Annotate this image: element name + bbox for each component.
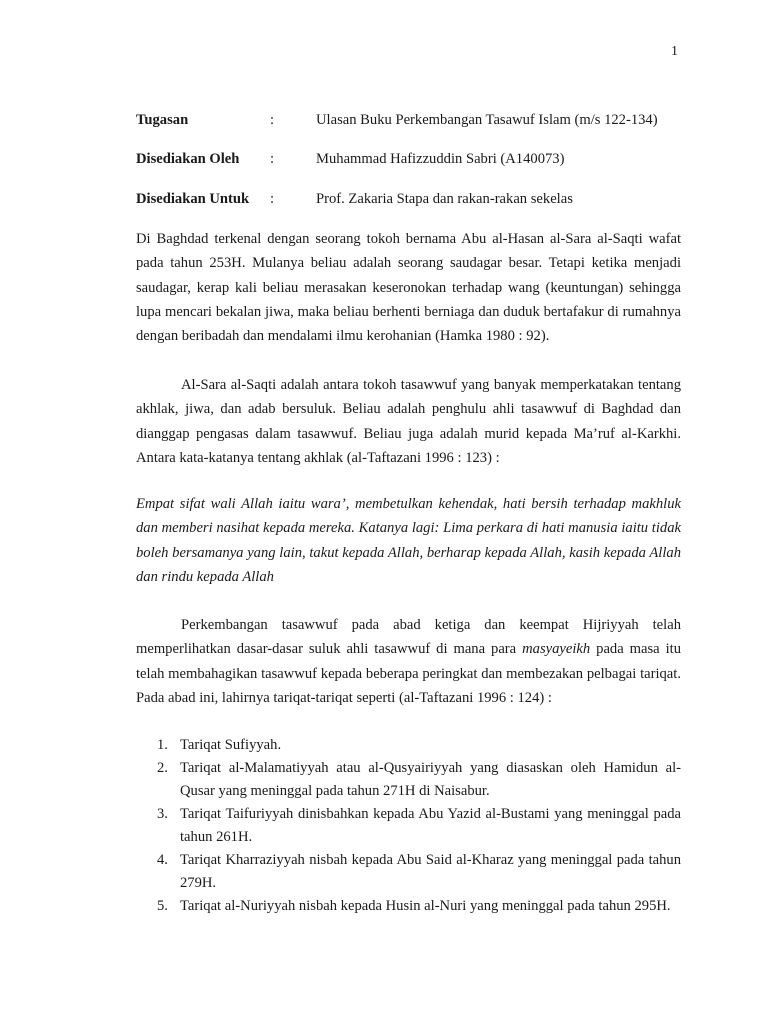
list-number: 1.	[157, 737, 168, 753]
prepared-by-value: Muhammad Hafizzuddin Sabri (A140073)	[316, 151, 565, 167]
paragraph-3-text-start: Perkembangan tasawwuf pada abad ketiga dan keempat Hijriyyah telah memperlihatkan dasar-dasar suluk ahli tasawwuf di mana para	[136, 617, 681, 658]
tariqat-list	[136, 734, 681, 918]
assignment-row	[136, 110, 681, 130]
list-item-text: Tariqat al-Nuriyyah nisbah kepada Husin al-Nuri yang meninggal pada tahun 295H.	[180, 898, 671, 914]
colon: :	[270, 191, 275, 207]
list-item	[136, 849, 681, 895]
quote-block: Empat sifat wali Allah iaitu wara’, membetulkan kehendak, hati bersih terhadap makhluk dan memberi nasihat kepada mereka. Katanya lagi: Lima perkara di hati manusia iaitu tidak boleh bersamanya yang lain, takut kepada Allah, berharap kepada Allah, kasih kepada Allah dan rindu kepada Allah	[136, 496, 681, 585]
paragraph-3-text-end: pada masa itu telah membahagikan tasawwuf kepada beberapa peringkat dan membezakan pelbagai tariqat. Pada abad ini, lahirnya tariqat-tariqat seperti (al-Taftazani 1996 : 124) :	[136, 641, 681, 706]
paragraph-1: Di Baghdad terkenal dengan seorang tokoh bernama Abu al-Hasan al-Sara al-Saqti wafat pada tahun 253H. Mulanya beliau adalah seorang saudagar besar. Tetapi ketika menjadi saudagar, kerap kali beliau merasakan keseronokan terhadap wang (keuntungan) sehingga lupa mencari bekalan jiwa, maka beliau berhenti berniaga dan duduk bertafakur di rumahnya dengan beribadah dan mendalami ilmu kerohanian (Hamka 1980 : 92).	[136, 231, 681, 345]
paragraph-2: Al-Sara al-Saqti adalah antara tokoh tasawwuf yang banyak memperkatakan tentang akhlak, jiwa, dan adab bersuluk. Beliau adalah penghulu ahli tasawwuf di Baghdad dan dianggap pengasas dalam tasawwuf. Beliau juga adalah murid kepada Ma’ruf al-Karkhi. Antara kata-katanya tentang akhlak (al-Taftazani 1996 : 123) :	[136, 377, 681, 466]
prepared-by-row	[136, 149, 681, 169]
list-item	[136, 895, 681, 918]
list-number: 4.	[157, 852, 168, 868]
list-number: 5.	[157, 898, 168, 914]
prepared-for-value: Prof. Zakaria Stapa dan rakan-rakan sekelas	[316, 191, 573, 207]
list-item-text: Tariqat Sufiyyah.	[180, 737, 282, 753]
list-item	[136, 803, 681, 849]
colon: :	[270, 112, 275, 128]
list-item	[136, 757, 681, 803]
list-number: 3.	[157, 806, 168, 822]
assignment-value: Ulasan Buku Perkembangan Tasawuf Islam (m/s 122-134)	[316, 112, 658, 128]
prepared-for-label: Disediakan Untuk	[136, 191, 250, 207]
list-item-text: Tariqat Kharraziyyah nisbah kepada Abu Said al-Kharaz yang meninggal pada tahun 279H.	[180, 852, 681, 891]
prepared-by-label: Disediakan Oleh	[136, 151, 240, 167]
list-item	[136, 734, 681, 757]
list-item-text: Tariqat al-Malamatiyyah atau al-Qusyairiyyah yang diasaskan oleh Hamidun al-Qusar yang meninggal pada tahun 271H di Naisabur.	[180, 760, 681, 799]
list-item-text: Tariqat Taifuriyyah dinisbahkan kepada Abu Yazid al-Bustami yang meninggal pada tahun 261H.	[180, 806, 681, 845]
paragraph-3	[136, 613, 681, 710]
list-number: 2.	[157, 760, 168, 776]
term-masyayeikh: masyayeikh	[522, 641, 591, 658]
page-number: 1	[671, 44, 678, 59]
colon: :	[270, 151, 275, 167]
assignment-label: Tugasan	[136, 112, 189, 128]
prepared-for-row	[136, 189, 681, 209]
